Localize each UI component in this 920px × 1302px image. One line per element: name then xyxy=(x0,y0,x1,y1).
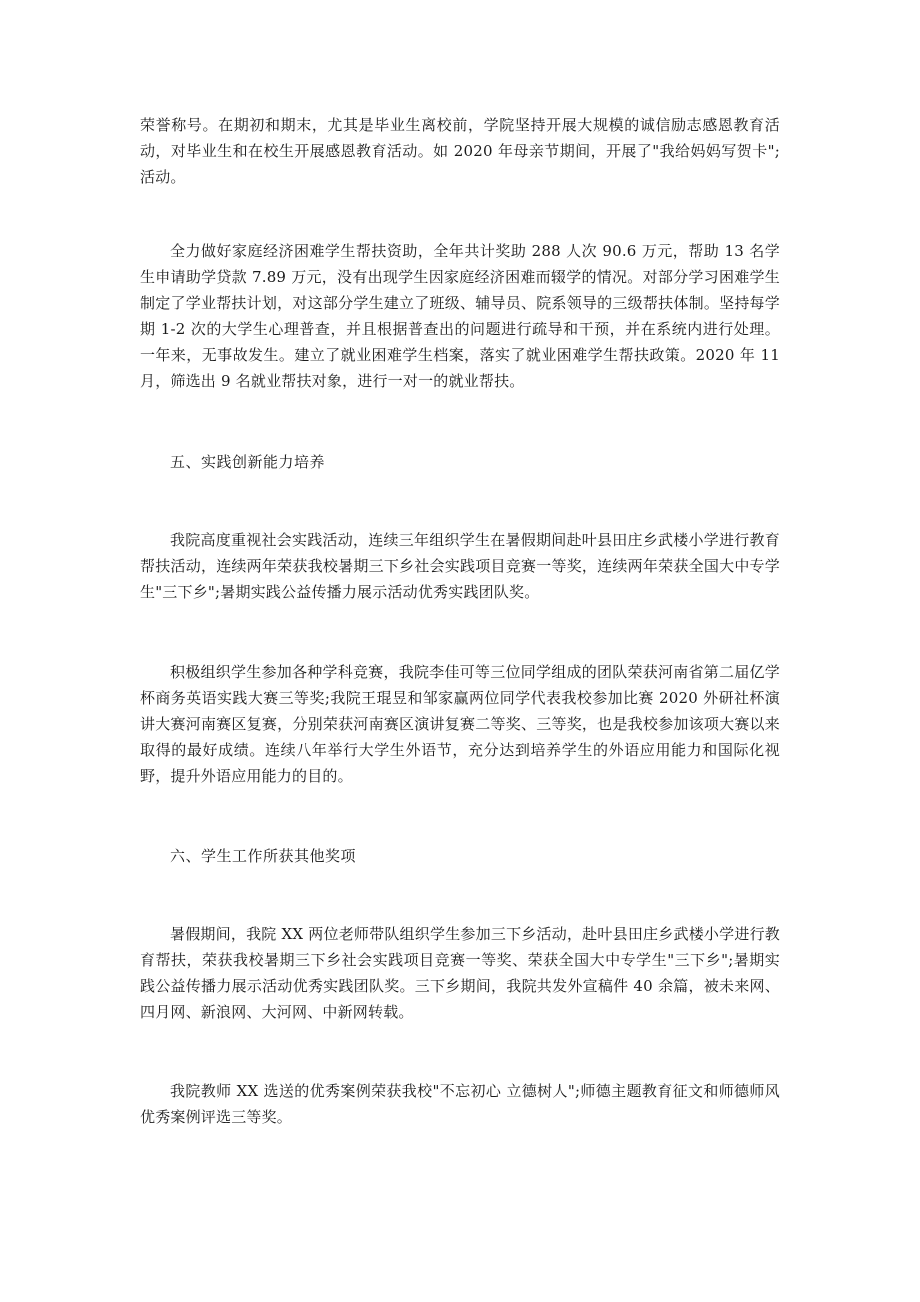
paragraph-financial-aid: 全力做好家庭经济困难学生帮扶资助，全年共计奖助 288 人次 90.6 万元，帮助 13 名学生申请助学贷款 7.89 万元，没有出现学生因家庭经济困难而辍学的情况。对部分学习困难学生制定了学业帮扶计划，对这部分学生建立了班级、辅导员、院系领导的三级帮扶体制。坚持每学期 1-2 次的大学生心理普查，并且根据普查出的问题进行疏导和干预，并在系统内进行处理。一年来，无事故发生。建立了就业困难学生档案，落实了就业困难学生帮扶政策。2020 年 11 月，筛选出 9 名就业帮扶对象，进行一对一的就业帮扶。 xyxy=(140,242,780,390)
section-heading-practice-innovation: 五、实践创新能力培养 xyxy=(170,453,326,471)
paragraph-honor-title: 荣誉称号。在期初和期末，尤其是毕业生离校前，学院坚持开展大规模的诚信励志感恩教育活动，对毕业生和在校生开展感恩教育活动。如 2020 年母亲节期间，开展了"我给妈妈写贺卡";活动。 xyxy=(140,116,780,186)
paragraph-social-practice: 我院高度重视社会实践活动，连续三年组织学生在暑假期间赴叶县田庄乡武楼小学进行教育帮扶活动，连续两年荣获我校暑期三下乡社会实践项目竞赛一等奖，连续两年荣获全国大中专学生"三下乡";暑期实践公益传播力展示活动优秀实践团队奖。 xyxy=(140,531,780,601)
paragraph-summer-activity: 暑假期间，我院 XX 两位老师带队组织学生参加三下乡活动，赴叶县田庄乡武楼小学进行教育帮扶，荣获我校暑期三下乡社会实践项目竞赛一等奖、荣获全国大中专学生"三下乡";暑期实践公益传播力展示活动优秀实践团队奖。三下乡期间，我院共发外宣稿件 40 余篇，被未来网、四月网、新浪网、大河网、中新网转载。 xyxy=(140,925,780,1021)
paragraph-teacher-award: 我院教师 XX 选送的优秀案例荣获我校"不忘初心 立德树人";师德主题教育征文和师德师风优秀案例评选三等奖。 xyxy=(140,1082,780,1126)
section-heading-other-awards: 六、学生工作所获其他奖项 xyxy=(170,847,357,865)
paragraph-competitions: 积极组织学生参加各种学科竞赛，我院李佳可等三位同学组成的团队荣获河南省第二届亿学杯商务英语实践大赛三等奖;我院王琨昱和邹家赢两位同学代表我校参加比赛 2020 外研社杯演讲大赛河南赛区复赛，分别荣获河南赛区演讲复赛二等奖、三等奖，也是我校参加该项大赛以来取得的最好成绩。连续八年举行大学生外语节，充分达到培养学生的外语应用能力和国际化视野，提升外语应用能力的目的。 xyxy=(140,663,780,785)
